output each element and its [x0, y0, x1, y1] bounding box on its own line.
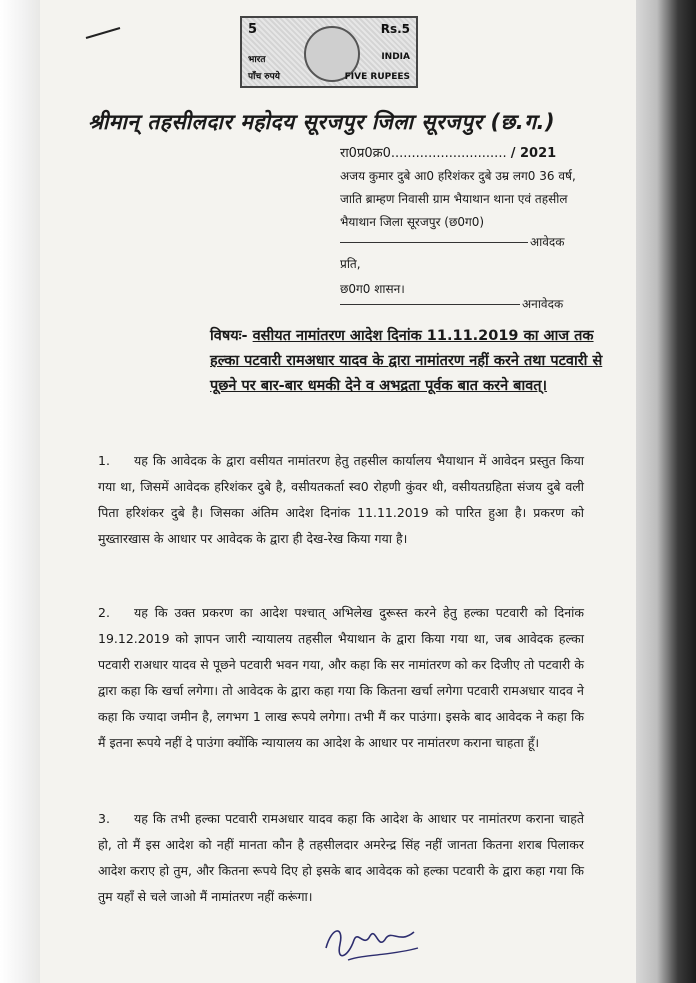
paragraph-3: [98, 806, 584, 910]
subject-block: [210, 324, 606, 399]
scan-mark-icon: [84, 24, 124, 44]
case-reference: [340, 143, 556, 161]
scan-margin-left: [0, 0, 40, 983]
paragraph-number: 2.: [98, 605, 110, 620]
applicant-role: आवेदक: [530, 235, 565, 249]
case-ref-year: / 2021: [510, 146, 557, 161]
paragraph-number: 3.: [98, 811, 110, 826]
applicant-details: अजय कुमार दुबे आ0 हरिशंकर दुबे उम्र लग0 36 वर्ष, जाति ब्राम्हण निवासी ग्राम भैयाथान थाना एवं तहसील भैयाथान जिला सूरजपुर (छ0ग0): [340, 169, 576, 229]
subject-text: वसीयत नामांतरण आदेश दिनांक 11.11.2019 का आज तक हल्का पटवारी रामअधार यादव के द्वारा नामांतरण नहीं करने तथा पटवारी से पूछने पर बार-बार धमकी देने व अभद्रता पूर्वक बात करने बावत्।: [210, 328, 603, 394]
respondent-name: छ0ग0 शासन।: [340, 282, 405, 296]
stamp-value: Rs.5: [380, 22, 410, 36]
stamp-rupees-hi: पाँच रुपये: [248, 72, 281, 82]
case-ref-label: रा0प्र0क्र0............................: [340, 146, 507, 161]
paragraph-2: [98, 600, 584, 756]
subject-label: विषयः-: [210, 328, 248, 344]
prati-label: प्रति,: [340, 257, 361, 271]
signature-icon: [318, 918, 428, 968]
stamp-india: INDIA: [381, 52, 410, 62]
paragraph-number: 1.: [98, 453, 110, 468]
divider: [340, 304, 520, 305]
respondent-role: अनावेदक: [522, 297, 564, 311]
stamp-bharat: भारत: [248, 55, 266, 65]
paragraph-text: यह कि उक्त प्रकरण का आदेश पश्चात् अभिलेख दुरूस्त करने हेतु हल्का पटवारी को दिनांक 19.12.2019 को ज्ञापन जारी न्यायालय तहसील भैयाथान के द्वारा किया गया था, जब आवेदक हल्का पटवारी राअधार यादव से पूछने पटवारी भवन गया, और कहा कि सर नामांतरण को कर दिजीए तो पटवारी के द्वारा कहा कि खर्चा लगेगा। तो आवेदक के द्वारा कहा गया कि कितना खर्चा लगेगा पटवारी रामअधार यादव ने कहा कि ज्यादा जमीन है, लगभग 1 लाख रूपये लगेगा। तभी मैं कर पाउंगा। इसके बाद आवेदक ने कहा कि मैं इतना रूपये नहीं दे पाउंगा क्योंकि न्यायालय का आदेश के आधार पर नामांतरण कराना चाहता हूँ।: [98, 605, 584, 750]
stamp-number: 5: [248, 22, 258, 37]
stamp-rupees-en: FIVE RUPEES: [344, 72, 410, 82]
respondent-role-line: [340, 295, 563, 312]
paragraph-text: यह कि तभी हल्का पटवारी रामअधार यादव कहा कि आदेश के आधार पर नामांतरण कराना चाहते हो, तो मैं इस आदेश को नहीं मानता कौन है तहसीलदार अमरेन्द्र सिंह नहीं जानता कितना शराब पिलाकर आदेश कराए हो तुम, और कितना रूपये दिए हो इसके बाद आवेदक को हल्का पटवारी के द्वारा कहा गया कि तुम यहाँ से चले जाओ मैं नामांतरण नहीं करूंगा।: [98, 811, 584, 904]
applicant-role-line: [340, 233, 565, 250]
revenue-stamp: [240, 16, 418, 88]
paragraph-text: यह कि आवेदक के द्वारा वसीयत नामांतरण हेतु तहसील कार्यालय भैयाथान में आवेदन प्रस्तुत किया गया था, जिसमें आवेदक हरिशंकर दुबे है, वसीयतकर्ता स्व0 रोहणी कुंवर थी, वसीयतग्रहिता संजय दुबे वली पिता हरिशंकर दुबे है। जिसका अंतिम आदेश दिनांक 11.11.2019 को पारित हुआ है। प्रकरण को मुख्तारखास के आधार पर आवेदक के द्वारा ही देख-रेख किया गया है।: [98, 453, 584, 546]
page-title: श्रीमान् तहसीलदार महोदय सूरजपुर जिला सूरजपुर (छ.ग.): [88, 110, 556, 134]
divider: [340, 242, 528, 243]
paragraph-1: [98, 448, 584, 552]
scan-margin-right: [636, 0, 696, 983]
